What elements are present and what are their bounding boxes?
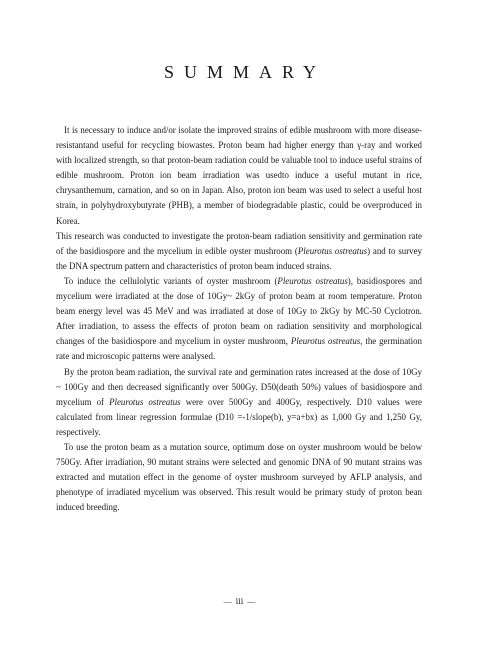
text-run: ), basidiospores and mycelium were irradiated at the dose of 10Gy~ 2kGy of proton beam at room temperature. Proton beam energy level was 45 MeV and was irradiated at dose of 10Gy to 2kGy by MC-50 Cyclotron. After irradiation, to assess the effects of proton beam on radiation sensitivity and morphological changes of the basidiospore and mycelium in oyster mushroom, — [56, 275, 422, 347]
species-name: Pleurotus ostreatus — [290, 336, 361, 347]
summary-paragraph — [56, 274, 422, 365]
summary-paragraph — [56, 365, 422, 440]
text-run: By the proton beam radiation, the survival rate and germination rates increased at the dose of 10Gy ~ 100Gy and then decreased significantly over 500Gy. D50(death 50%) values of basidiospore and mycelium of — [56, 366, 422, 407]
text-run: It is necessary to induce and/or isolate the improved strains of edible mushroom with more disease-resistantand useful for recycling biowastes. Proton beam had higher energy than γ-ray and worked with localized strength, so that proton-beam radiation could be valuable tool to induce useful strains of edible mushroom. Proton ion beam irradiation was usedto induce a useful mutant in rice, chrysanthemum, carnation, and so on in Japan. Also, proton ion beam was used to select a useful host strain, in polyhydroxybutyrate (PHB), a member of biodegradable plastic, could be overproduced in Korea. — [56, 125, 422, 226]
summary-paragraph — [56, 123, 422, 229]
text-run: To induce the cellulolytic variants of oyster mushroom ( — [64, 275, 278, 286]
text-run: To use the proton beam as a mutation source, optimum dose on oyster mushroom would be below 750Gy. After irradiation, 90 mutant strains were selected and genomic DNA of 90 mutant strains was extracted and mutation effect in the genome of oyster mushroom surveyed by AFLP analysis, and phenotype of irradiated mycelium was observed. This result would be primary study of proton bean induced breeding. — [56, 441, 422, 513]
text-run: , the germination rate and microscopic patterns were analysed. — [56, 336, 422, 362]
summary-body — [56, 123, 422, 515]
text-run: were over 500Gy and 400Gy, respectively. D10 values were calculated from linear regression formulae (D10 =-1/slope(b), y=a+bx) as 1,000 Gy and 1,250 Gy, respectively. — [56, 396, 422, 437]
species-name: Pleurotus ostreatus — [277, 275, 348, 286]
page-number: — ⅲ — — [223, 597, 257, 606]
text-run: This research was conducted to investigate the proton-beam radiation sensitivity and germination rate of the basidiospore and the mycelium in edible oyster mushroom ( — [56, 230, 422, 256]
species-name: Pleurotus ostreatus — [297, 245, 368, 256]
text-run: ) and to survey the DNA spectrum pattern and characteristics of proton beam induced strains. — [56, 245, 422, 271]
species-name: Pleurotus ostreatus — [109, 396, 181, 407]
page-title: SUMMARY — [163, 62, 327, 83]
summary-paragraph — [56, 229, 422, 274]
summary-paragraph — [56, 440, 422, 515]
